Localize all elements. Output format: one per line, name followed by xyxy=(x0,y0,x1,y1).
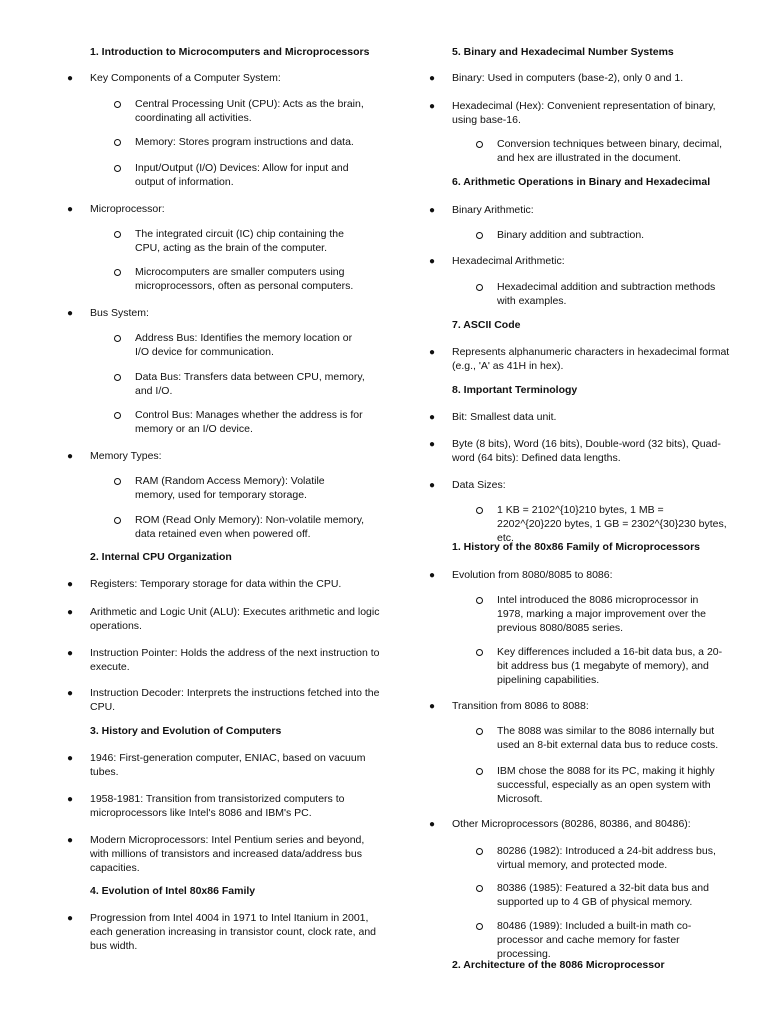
bullet-item: Transition from 8086 to 8088: xyxy=(452,700,589,712)
bullet-dot-icon: ● xyxy=(429,412,436,423)
sub-bullet-item: Intel introduced the 8086 microprocessor in 1978, marking a major improvement over the previous 8080/8085 series. xyxy=(497,594,706,634)
sub-bullet-item: RAM (Random Access Memory): Volatile memory, used for temporary storage. xyxy=(135,475,325,501)
bullet-dot-icon: ● xyxy=(429,701,436,712)
bullet-dot-icon: ● xyxy=(429,256,436,267)
section-heading: 4. Evolution of Intel 80x86 Family xyxy=(90,885,256,897)
hollow-bullet-icon xyxy=(114,374,121,381)
sub-bullet-item: Binary addition and subtraction. xyxy=(497,229,645,241)
sub-bullet-item: 1 KB = 2102^{10}210 bytes, 1 MB = 2202^{20}220 bytes, 1 GB = 2302^{30}230 bytes, etc. xyxy=(497,504,727,544)
bullet-item: Hexadecimal (Hex): Convenient representation of binary, using base-16. xyxy=(452,100,716,126)
hollow-bullet-icon xyxy=(476,284,483,291)
hollow-bullet-icon xyxy=(114,165,121,172)
hollow-bullet-icon xyxy=(114,101,121,108)
sub-bullet-item: IBM chose the 8088 for its PC, making it highly successful, especially as an open system with Microsoft. xyxy=(497,765,715,805)
sub-bullet-item: Control Bus: Manages whether the address is for memory or an I/O device. xyxy=(135,409,363,435)
hollow-bullet-icon xyxy=(114,231,121,238)
bullet-dot-icon: ● xyxy=(67,688,74,699)
bullet-dot-icon: ● xyxy=(67,913,74,924)
hollow-bullet-icon xyxy=(476,141,483,148)
bullet-dot-icon: ● xyxy=(67,794,74,805)
bullet-dot-icon: ● xyxy=(67,204,74,215)
bullet-item: Registers: Temporary storage for data within the CPU. xyxy=(90,578,342,590)
bullet-item: Bus System: xyxy=(90,307,149,319)
bullet-item: 1958-1981: Transition from transistorized computers to microprocessors like Intel's 8086 and IBM's PC. xyxy=(90,793,345,819)
bullet-dot-icon: ● xyxy=(429,570,436,581)
bullet-item: Byte (8 bits), Word (16 bits), Double-word (32 bits), Quad-word (64 bits): Defined data lengths. xyxy=(452,438,721,464)
bullet-item: Binary Arithmetic: xyxy=(452,204,534,216)
sub-bullet-item: Conversion techniques between binary, decimal, and hex are illustrated in the document. xyxy=(497,138,723,164)
bullet-item: Binary: Used in computers (base-2), only 0 and 1. xyxy=(452,72,684,84)
sub-bullet-item: Key differences included a 16-bit data bus, a 20-bit address bus (1 megabyte of memory), and pipelining capabilities. xyxy=(497,646,723,686)
section-heading: 8. Important Terminology xyxy=(452,384,578,396)
hollow-bullet-icon xyxy=(476,649,483,656)
sub-bullet-item: Memory: Stores program instructions and data. xyxy=(135,136,354,148)
bullet-item: Instruction Pointer: Holds the address of the next instruction to execute. xyxy=(90,647,380,673)
bullet-dot-icon: ● xyxy=(429,439,436,450)
section-heading: 5. Binary and Hexadecimal Number Systems xyxy=(452,46,674,58)
bullet-item: Modern Microprocessors: Intel Pentium series and beyond, with millions of transistors and increased data/address bus capacities. xyxy=(90,834,365,874)
sub-bullet-item: 80386 (1985): Featured a 32-bit data bus and supported up to 4 GB of physical memory. xyxy=(497,882,709,908)
bullet-item: Arithmetic and Logic Unit (ALU): Executes arithmetic and logic operations. xyxy=(90,606,380,632)
sub-bullet-item: Central Processing Unit (CPU): Acts as the brain, coordinating all activities. xyxy=(135,98,364,124)
hollow-bullet-icon xyxy=(476,923,483,930)
section-heading: 2. Internal CPU Organization xyxy=(90,551,232,563)
bullet-item: Other Microprocessors (80286, 80386, and 80486): xyxy=(452,818,691,830)
sub-bullet-item: ROM (Read Only Memory): Non-volatile memory, data retained even when powered off. xyxy=(135,514,365,540)
sub-bullet-item: Input/Output (I/O) Devices: Allow for input and output of information. xyxy=(135,162,349,188)
bullet-item: Key Components of a Computer System: xyxy=(90,72,281,84)
hollow-bullet-icon xyxy=(114,269,121,276)
hollow-bullet-icon xyxy=(476,597,483,604)
hollow-bullet-icon xyxy=(476,885,483,892)
bullet-item: 1946: First-generation computer, ENIAC, based on vacuum tubes. xyxy=(90,752,366,778)
hollow-bullet-icon xyxy=(114,412,121,419)
hollow-bullet-icon xyxy=(476,728,483,735)
bullet-item: Evolution from 8080/8085 to 8086: xyxy=(452,569,613,581)
bullet-dot-icon: ● xyxy=(67,451,74,462)
bullet-item: Represents alphanumeric characters in hexadecimal format (e.g., 'A' as 41H in hex). xyxy=(452,346,730,372)
sub-bullet-item: Hexadecimal addition and subtraction methods with examples. xyxy=(497,281,716,307)
hollow-bullet-icon xyxy=(114,335,121,342)
hollow-bullet-icon xyxy=(476,848,483,855)
bullet-dot-icon: ● xyxy=(67,835,74,846)
bullet-dot-icon: ● xyxy=(429,819,436,830)
bullet-item: Hexadecimal Arithmetic: xyxy=(452,255,565,267)
bullet-dot-icon: ● xyxy=(67,579,74,590)
hollow-bullet-icon xyxy=(114,478,121,485)
bullet-item: Memory Types: xyxy=(90,450,162,462)
bullet-dot-icon: ● xyxy=(429,347,436,358)
hollow-bullet-icon xyxy=(114,139,121,146)
section-heading: 1. History of the 80x86 Family of Microprocessors xyxy=(452,541,701,553)
hollow-bullet-icon xyxy=(114,517,121,524)
section-heading: 1. Introduction to Microcomputers and Microprocessors xyxy=(90,46,370,58)
sub-bullet-item: 80286 (1982): Introduced a 24-bit address bus, virtual memory, and protected mode. xyxy=(497,845,716,871)
section-heading: 6. Arithmetic Operations in Binary and Hexadecimal xyxy=(452,176,711,188)
bullet-dot-icon: ● xyxy=(67,753,74,764)
bullet-item: Microprocessor: xyxy=(90,203,165,215)
sub-bullet-item: Microcomputers are smaller computers using microprocessors, often as personal computers. xyxy=(135,266,354,292)
section-heading: 7. ASCII Code xyxy=(452,319,521,331)
hollow-bullet-icon xyxy=(476,232,483,239)
bullet-dot-icon: ● xyxy=(67,308,74,319)
hollow-bullet-icon xyxy=(476,768,483,775)
sub-bullet-item: Address Bus: Identifies the memory location or I/O device for communication. xyxy=(135,332,353,358)
sub-bullet-item: 80486 (1989): Included a built-in math co-processor and cache memory for faster processing. xyxy=(497,920,692,960)
sub-bullet-item: The 8088 was similar to the 8086 internally but used an 8-bit external data bus to reduce costs. xyxy=(497,725,719,751)
bullet-dot-icon: ● xyxy=(67,73,74,84)
bullet-item: Data Sizes: xyxy=(452,479,506,491)
bullet-dot-icon: ● xyxy=(67,648,74,659)
bullet-item: Bit: Smallest data unit. xyxy=(452,411,557,423)
hollow-bullet-icon xyxy=(476,507,483,514)
bullet-dot-icon: ● xyxy=(67,607,74,618)
bullet-dot-icon: ● xyxy=(429,205,436,216)
section-heading: 3. History and Evolution of Computers xyxy=(90,725,282,737)
sub-bullet-item: The integrated circuit (IC) chip containing the CPU, acting as the brain of the computer. xyxy=(135,228,344,254)
bullet-dot-icon: ● xyxy=(429,480,436,491)
sub-bullet-item: Data Bus: Transfers data between CPU, memory, and I/O. xyxy=(135,371,365,397)
section-heading: 2. Architecture of the 8086 Microprocessor xyxy=(452,959,665,971)
bullet-dot-icon: ● xyxy=(429,73,436,84)
bullet-dot-icon: ● xyxy=(429,101,436,112)
bullet-item: Progression from Intel 4004 in 1971 to Intel Itanium in 2001, each generation increasing in transistor count, clock rate, and bus width. xyxy=(90,912,376,952)
bullet-item: Instruction Decoder: Interprets the instructions fetched into the CPU. xyxy=(90,687,380,713)
